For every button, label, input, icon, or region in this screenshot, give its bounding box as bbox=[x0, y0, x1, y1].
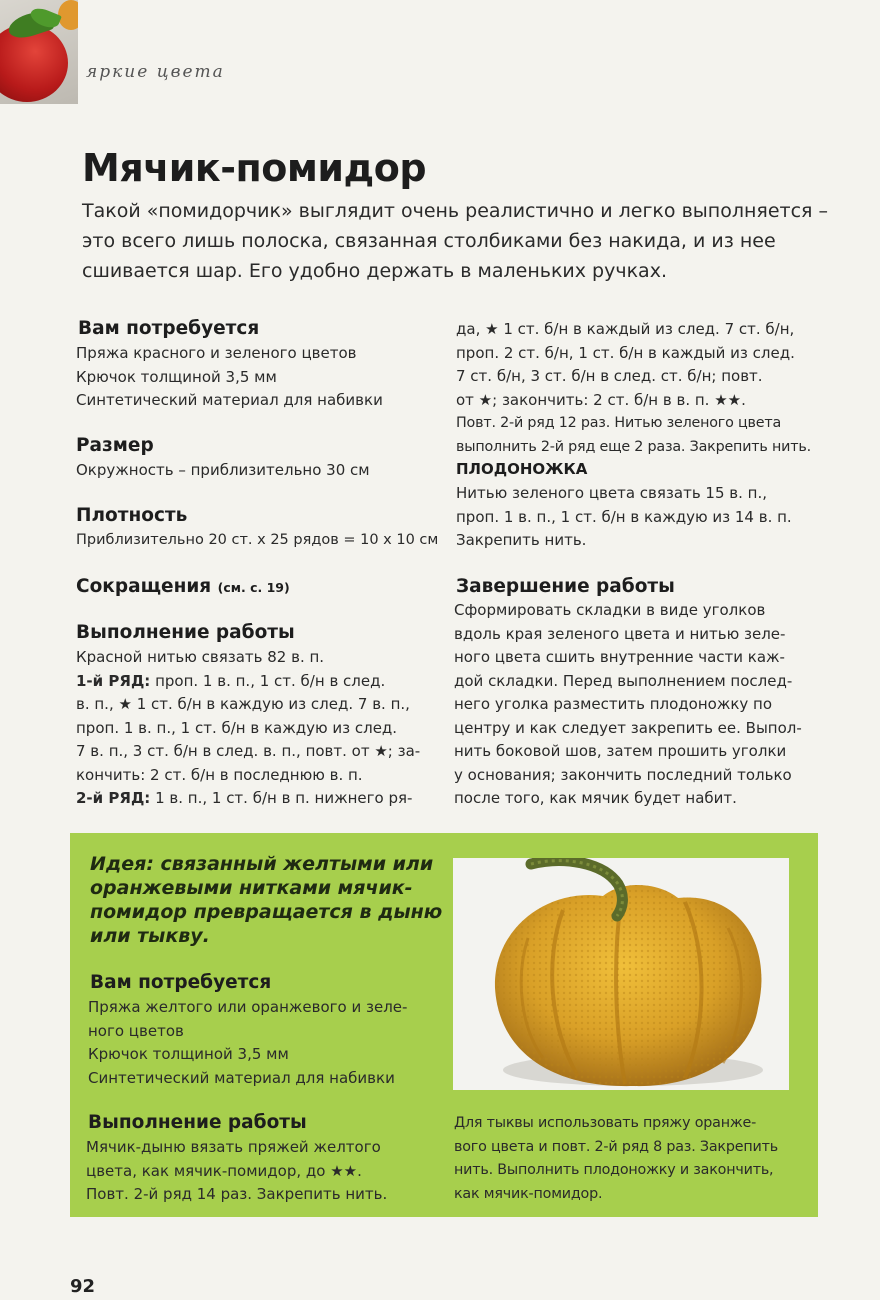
finish-instructions bbox=[454, 599, 802, 811]
size-text: Окружность – приблизительно 30 см bbox=[76, 461, 370, 479]
row1-line: 1-й РЯД: проп. 1 в. п., 1 ст. б/н в след. bbox=[76, 671, 386, 690]
intro-paragraph: Такой «помидорчик» выглядит очень реалистично и легко выполняется – это всего лишь полоска, связанная столбиками без накида, и из нее сшивается шар. Его удобно держать в маленьких ручках. bbox=[82, 200, 828, 282]
row1-line: 7 в. п., 3 ст. б/н в след. в. п., повт. от ★; за- bbox=[76, 742, 421, 760]
instruction-line: него уголка разместить плодоножку по bbox=[454, 695, 773, 713]
instruction-line: после того, как мячик будет набит. bbox=[454, 789, 737, 807]
row1-line: кончить: 2 ст. б/н в последнюю в. п. bbox=[76, 765, 363, 784]
materials-item: Синтетический материал для набивки bbox=[88, 1068, 395, 1087]
instruction-line: да, ★ 1 ст. б/н в каждый из след. 7 ст. б/н, bbox=[456, 320, 795, 338]
work-line: Красной нитью связать 82 в. п. bbox=[76, 648, 325, 666]
instruction-line: Нитью зеленого цвета связать 15 в. п., bbox=[456, 484, 768, 502]
instruction-line: как мячик-помидор. bbox=[454, 1185, 603, 1202]
row1-line: в. п., ★ 1 ст. б/н в каждую из след. 7 в. п., bbox=[76, 695, 410, 713]
instruction-line: нить боковой шов, затем прошить уголки bbox=[454, 742, 787, 760]
section-label: яркие цвета bbox=[86, 62, 225, 82]
materials-list bbox=[76, 342, 383, 413]
idea-materials-list bbox=[88, 996, 407, 1090]
idea-work-heading: Выполнение работы bbox=[88, 1112, 307, 1133]
instruction-line: Мячик-дыню вязать пряжей желтого bbox=[86, 1138, 381, 1156]
abbreviations-title: Сокращения bbox=[76, 576, 212, 597]
materials-item: Пряжа красного и зеленого цветов bbox=[76, 344, 357, 362]
materials-item: ного цветов bbox=[88, 1021, 184, 1040]
instruction-line: вого цвета и повт. 2-й ряд 8 раз. Закрепить bbox=[454, 1138, 778, 1155]
repeat-instructions bbox=[456, 412, 811, 459]
materials-item: Синтетический материал для набивки bbox=[76, 391, 383, 409]
stem-heading: ПЛОДОНОЖКА bbox=[456, 460, 588, 478]
instruction-line: Сформировать складки в виде уголков bbox=[454, 601, 766, 619]
abbreviations-heading bbox=[76, 576, 290, 597]
finish-heading: Завершение работы bbox=[456, 576, 675, 597]
instruction-line: дой складки. Перед выполнением послед- bbox=[454, 671, 793, 690]
work-instructions bbox=[76, 646, 420, 811]
instruction-line: Закрепить нить. bbox=[456, 531, 587, 549]
instruction-line: Повт. 2-й ряд 12 раз. Нитью зеленого цвета bbox=[456, 415, 782, 431]
materials-item: Крючок толщиной 3,5 мм bbox=[76, 367, 277, 386]
density-heading: Плотность bbox=[76, 505, 188, 526]
materials-heading: Вам потребуется bbox=[78, 318, 260, 339]
instruction-line: проп. 1 в. п., 1 ст. б/н в каждую из 14 в. п. bbox=[456, 507, 792, 526]
row2-label: 2-й РЯД: bbox=[76, 789, 151, 807]
tomato-thumbnail-icon bbox=[0, 0, 78, 104]
idea-text: Идея: связанный желтыми или оранжевыми нитками мячик-помидор превращается в дыню или тыкву. bbox=[90, 853, 443, 947]
work-heading: Выполнение работы bbox=[76, 622, 295, 643]
page-title: Мячик-помидор bbox=[82, 146, 427, 190]
instruction-line: нить. Выполнить плодоножку и закончить, bbox=[454, 1162, 774, 1178]
instruction-line: Повт. 2-й ряд 14 раз. Закрепить нить. bbox=[86, 1185, 388, 1203]
density-text: Приблизительно 20 ст. х 25 рядов = 10 х 10 см bbox=[76, 532, 439, 548]
page-number: 92 bbox=[70, 1276, 96, 1297]
abbreviations-page-ref: (см. с. 19) bbox=[217, 580, 290, 595]
row1-label: 1-й РЯД: bbox=[76, 671, 151, 690]
row2-continuation bbox=[456, 318, 795, 412]
materials-item: Пряжа желтого или оранжевого и зеле- bbox=[88, 998, 408, 1016]
instruction-line: Для тыквы использовать пряжу оранже- bbox=[454, 1115, 757, 1131]
instruction-line: цвета, как мячик-помидор, до ★★. bbox=[86, 1161, 362, 1180]
idea-work-instructions bbox=[86, 1136, 387, 1207]
stem-instructions bbox=[456, 482, 792, 553]
instruction-line: от ★; закончить: 2 ст. б/н в в. п. ★★. bbox=[456, 390, 746, 409]
size-heading: Размер bbox=[76, 435, 154, 456]
pumpkin-instructions bbox=[454, 1112, 778, 1206]
instruction-line: проп. 2 ст. б/н, 1 ст. б/н в каждый из след. bbox=[456, 343, 795, 362]
row1-line: проп. 1 в. п., 1 ст. б/н в каждую из след. bbox=[76, 718, 398, 737]
instruction-line: ного цвета сшить внутренние части каж- bbox=[454, 648, 785, 666]
materials-item: Крючок толщиной 3,5 мм bbox=[88, 1045, 289, 1063]
instruction-line: 7 ст. б/н, 3 ст. б/н в след. ст. б/н; повт. bbox=[456, 367, 763, 385]
row2-line: 2-й РЯД: 1 в. п., 1 ст. б/н в п. нижнего ря- bbox=[76, 789, 413, 807]
instruction-line: у основания; закончить последний только bbox=[454, 765, 792, 784]
idea-materials-heading: Вам потребуется bbox=[90, 972, 272, 993]
instruction-line: вдоль края зеленого цвета и нитью зеле- bbox=[454, 624, 786, 643]
instruction-line: центру и как следует закрепить ее. Выпол- bbox=[454, 718, 802, 737]
crochet-pumpkin-photo bbox=[453, 858, 789, 1090]
instruction-line: выполнить 2-й ряд еще 2 раза. Закрепить нить. bbox=[456, 438, 811, 455]
